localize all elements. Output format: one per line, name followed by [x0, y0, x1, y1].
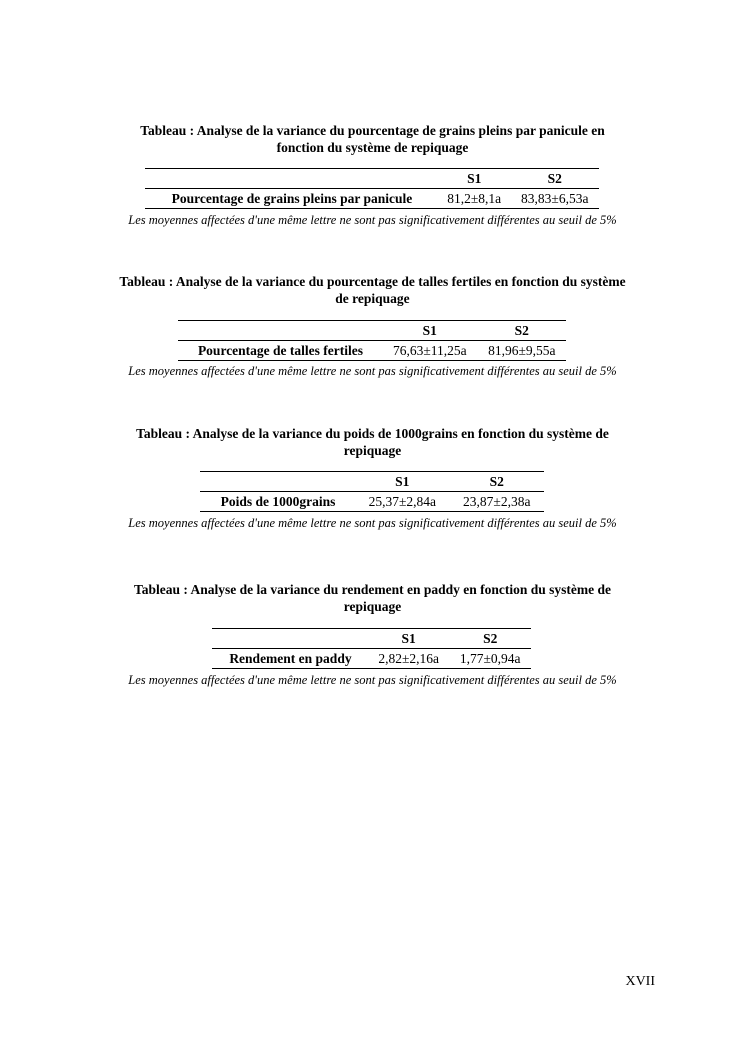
table-1-header-s2: S2: [511, 169, 599, 189]
table-2-row-label: Pourcentage de talles fertiles: [178, 341, 382, 361]
table-4-row-label: Rendement en paddy: [212, 649, 368, 669]
table-2-title-line2: de repiquage: [335, 291, 410, 306]
table-2-title-line1: Tableau : Analyse de la variance du pourcentage de talles fertiles en fonction du système: [119, 274, 626, 289]
table-1-header-s1: S1: [438, 169, 511, 189]
table-2: [178, 320, 566, 361]
table-3-header-empty: [200, 472, 355, 492]
table-1: [145, 168, 599, 209]
table-1-title-line1: Tableau : Analyse de la variance du pourcentage de grains pleins par panicule en: [140, 123, 605, 138]
table-3-row-label: Poids de 1000grains: [200, 492, 355, 512]
table-3-title-line1: Tableau : Analyse de la variance du poids de 1000grains en fonction du système de: [136, 426, 609, 441]
table-4-title-line1: Tableau : Analyse de la variance du rendement en paddy en fonction du système de: [133, 582, 612, 597]
table-4-data-row: [212, 649, 531, 669]
table-2-header-row: [178, 321, 566, 341]
table-4-title-line2: repiquage: [343, 599, 402, 614]
table-4-value-s1: 2,82±2,16a: [368, 649, 450, 669]
table-1-header-empty: [145, 169, 438, 189]
table-4-header-row: [212, 629, 531, 649]
table-4-header-s1: S1: [368, 629, 450, 649]
table-3: [200, 471, 544, 512]
table-3-title-line2: repiquage: [343, 443, 402, 458]
table-2-value-s2: 81,96±9,55a: [478, 341, 566, 361]
table-4-note: Les moyennes affectées d'une même lettre ne sont pas significativement différentes au seuil de 5%: [128, 673, 617, 687]
table-2-title: [80, 273, 665, 307]
table-3-title: [80, 425, 665, 459]
table-1-data-row: [145, 189, 599, 209]
table-4-value-s2: 1,77±0,94a: [449, 649, 531, 669]
table-2-note: Les moyennes affectées d'une même lettre ne sont pas significativement différentes au seuil de 5%: [128, 364, 617, 378]
page-number: XVII: [625, 974, 655, 989]
table-1-title-line2: fonction du système de repiquage: [276, 140, 469, 155]
table-1-value-s1: 81,2±8,1a: [438, 189, 511, 209]
table-3-value-s1: 25,37±2,84a: [355, 492, 449, 512]
table-1-header-row: [145, 169, 599, 189]
table-3-data-row: [200, 492, 544, 512]
table-3-header-row: [200, 472, 544, 492]
table-2-header-s1: S1: [382, 321, 478, 341]
table-3-value-s2: 23,87±2,38a: [450, 492, 544, 512]
table-3-header-s1: S1: [355, 472, 449, 492]
table-4-header-empty: [212, 629, 368, 649]
table-2-header-empty: [178, 321, 382, 341]
table-1-value-s2: 83,83±6,53a: [511, 189, 599, 209]
table-4: [212, 628, 531, 669]
table-2-header-s2: S2: [478, 321, 566, 341]
table-1-title: [80, 122, 665, 156]
table-4-header-s2: S2: [449, 629, 531, 649]
table-4-title: [80, 581, 665, 615]
table-3-note: Les moyennes affectées d'une même lettre ne sont pas significativement différentes au seuil de 5%: [128, 516, 617, 530]
table-2-data-row: [178, 341, 566, 361]
table-2-value-s1: 76,63±11,25a: [382, 341, 478, 361]
table-1-note: Les moyennes affectées d'une même lettre ne sont pas significativement différentes au seuil de 5%: [128, 213, 617, 227]
table-3-header-s2: S2: [450, 472, 544, 492]
table-1-row-label: Pourcentage de grains pleins par panicule: [145, 189, 438, 209]
